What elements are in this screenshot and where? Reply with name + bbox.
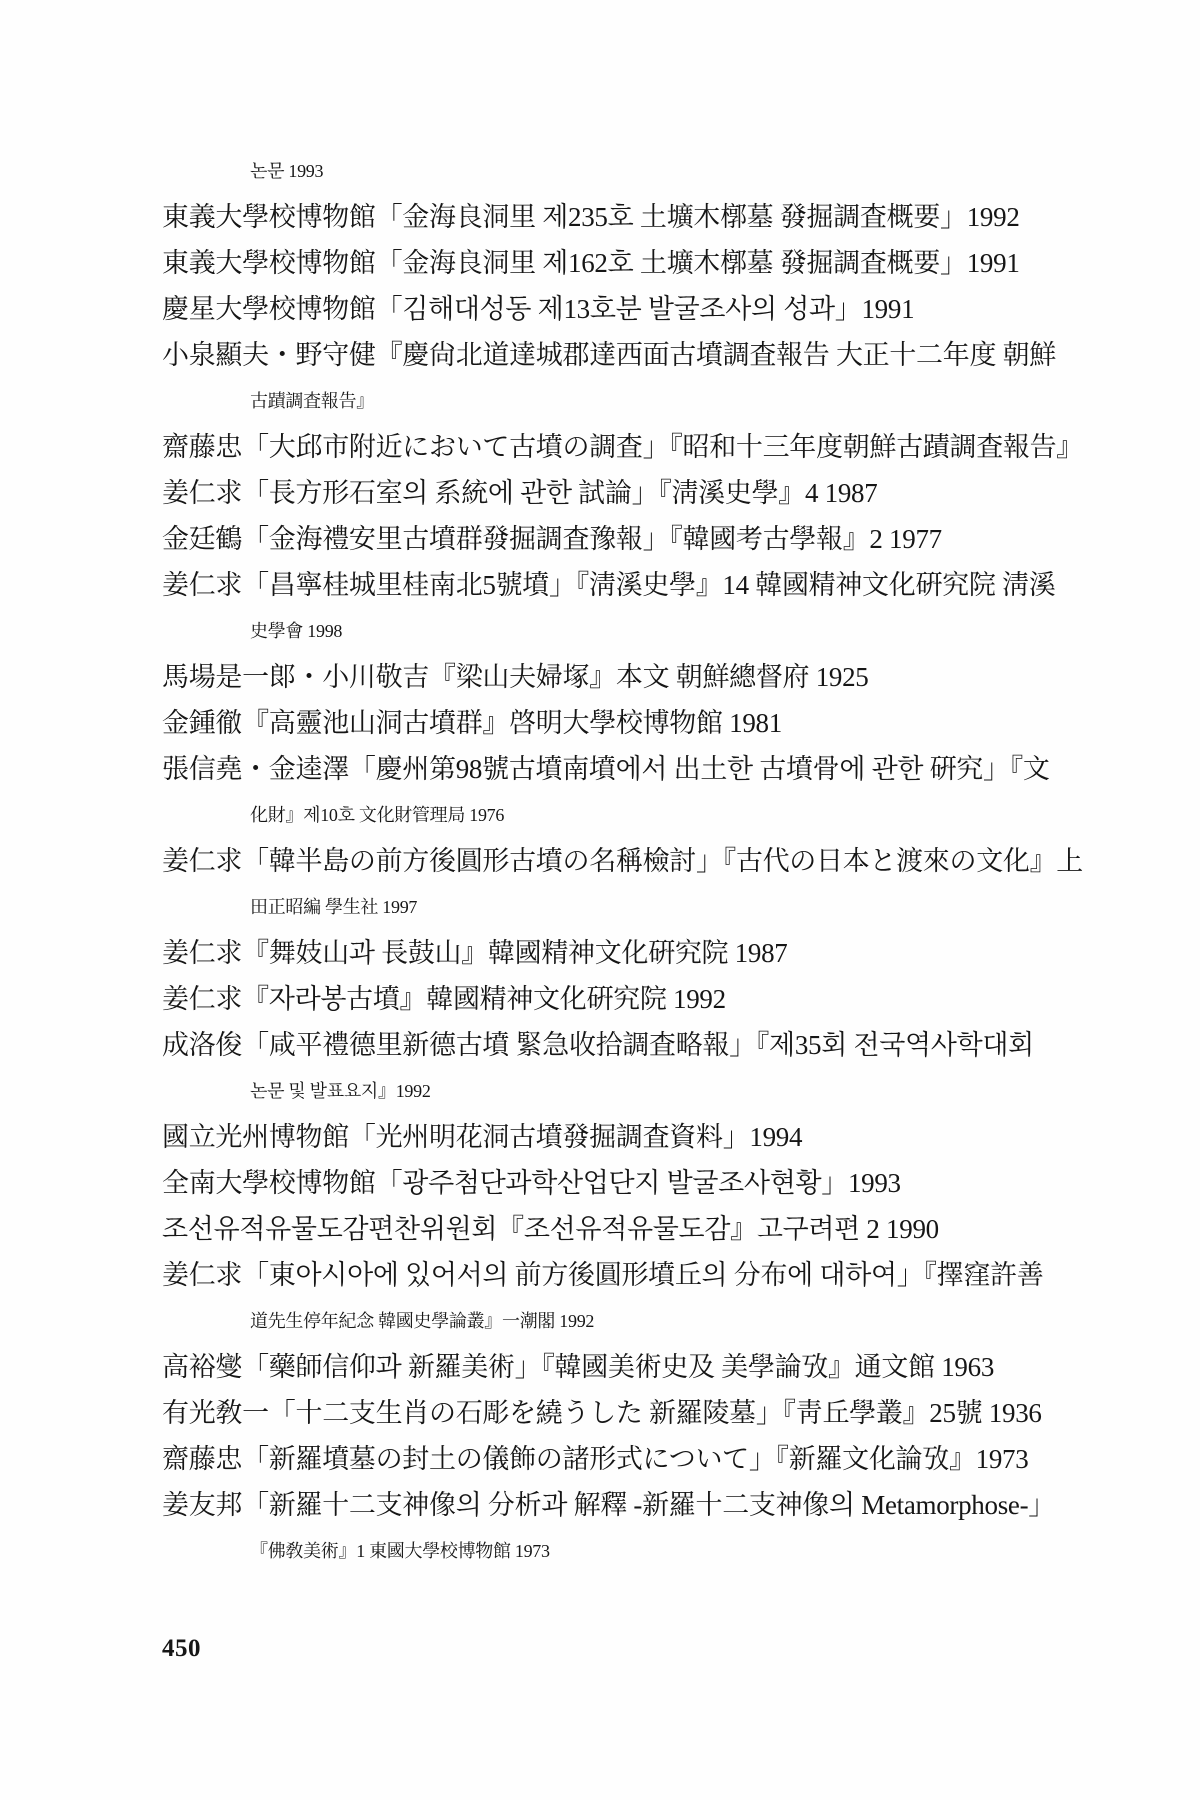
bibliography-entry: 姜仁求『자라봉古墳』韓國精神文化硏究院 1992	[162, 984, 726, 1014]
bibliography-entry: 東義大學校博物館「金海良洞里 제235호 土壙木槨墓 發掘調査概要」1992	[162, 202, 1020, 232]
bibliography-entry: 姜仁求「韓半島の前方後圓形古墳の名稱檢討」『古代の日本と渡來の文化』上	[162, 846, 1083, 876]
bibliography-entry: 金鍾徹『高靈池山洞古墳群』啓明大學校博物館 1981	[162, 708, 782, 738]
bibliography-entry: 姜仁求「東아시아에 있어서의 前方後圓形墳丘의 分布에 대하여」『擇窪許善	[162, 1260, 1044, 1290]
bibliography-entry: 姜仁求『舞妓山과 長鼓山』韓國精神文化硏究院 1987	[162, 938, 788, 968]
bibliography-entry: 金廷鶴「金海禮安里古墳群發掘調査豫報」『韓國考古學報』2 1977	[162, 524, 942, 554]
bibliography-line-continuation: 古蹟調査報告』	[250, 391, 374, 411]
bibliography-line-continuation: 『佛敎美術』1 東國大學校博物館 1973	[250, 1541, 550, 1561]
bibliography-entry: 小泉顯夫・野守健『慶尙北道達城郡達西面古墳調査報告 大正十二年度 朝鮮	[162, 340, 1056, 370]
bibliography-entry: 全南大學校博物館「광주첨단과학산업단지 발굴조사현황」1993	[162, 1168, 901, 1198]
bibliography-entry: 姜仁求「長方形石室의 系統에 관한 試論」『淸溪史學』4 1987	[162, 478, 878, 508]
bibliography-entry: 張信堯・金逵澤「慶州第98號古墳南墳에서 出土한 古墳骨에 관한 硏究」『文	[162, 754, 1050, 784]
bibliography-entry: 齋藤忠「大邱市附近において古墳の調査」『昭和十三年度朝鮮古蹟調査報告』	[162, 432, 1083, 462]
bibliography-entry: 東義大學校博物館「金海良洞里 제162호 土壙木槨墓 發掘調査概要」1991	[162, 248, 1020, 278]
bibliography-list	[162, 148, 1082, 1574]
bibliography-line-continuation: 田正昭編 學生社 1997	[250, 897, 418, 917]
bibliography-entry: 조선유적유물도감편찬위원회『조선유적유물도감』고구려편 2 1990	[162, 1214, 939, 1244]
bibliography-line-continuation: 道先生停年紀念 韓國史學論叢』一潮閣 1992	[250, 1311, 595, 1331]
bibliography-entry: 慶星大學校博物館「김해대성동 제13호분 발굴조사의 성과」1991	[162, 294, 915, 324]
bibliography-line-continuation: 史學會 1998	[250, 621, 343, 641]
bibliography-line-continuation: 논문 1993	[250, 161, 324, 181]
bibliography-entry: 成洛俊「咸平禮德里新德古墳 緊急收拾調査略報」『제35회 전국역사학대회	[162, 1030, 1034, 1060]
bibliography-entry: 姜仁求「昌寧桂城里桂南北5號墳」『淸溪史學』14 韓國精神文化硏究院 淸溪	[162, 570, 1056, 600]
bibliography-entry: 有光敎一「十二支生肖の石彫を繞うした 新羅陵墓」『靑丘學叢』25號 1936	[162, 1398, 1042, 1428]
bibliography-entry: 齋藤忠「新羅墳墓の封土の儀飾の諸形式について」『新羅文化論攷』1973	[162, 1444, 1029, 1474]
page-number: 450	[162, 1635, 201, 1662]
bibliography-line-continuation: 논문 및 발표요지』1992	[250, 1081, 431, 1101]
bibliography-entry: 姜友邦「新羅十二支神像의 分析과 解釋 -新羅十二支神像의 Metamorphose-」	[162, 1490, 1055, 1520]
bibliography-line-continuation: 化財』제10호 文化財管理局 1976	[250, 805, 505, 825]
bibliography-entry: 國立光州博物館「光州明花洞古墳發掘調査資料」1994	[162, 1122, 803, 1152]
bibliography-entry: 高裕燮「藥師信仰과 新羅美術」『韓國美術史及 美學論攷』通文館 1963	[162, 1352, 995, 1382]
bibliography-entry: 馬場是一郞・小川敬吉『梁山夫婦塚』本文 朝鮮總督府 1925	[162, 662, 869, 692]
